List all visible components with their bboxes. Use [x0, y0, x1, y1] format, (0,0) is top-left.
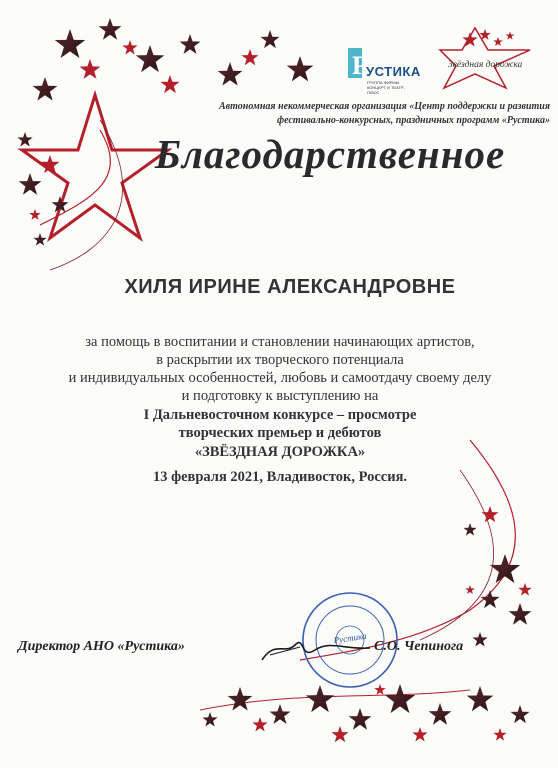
recipient-name: ХИЛЯ ИРИНЕ АЛЕКСАНДРОВНЕ — [124, 276, 456, 298]
director-position: Директор АНО «Рустика» — [18, 639, 185, 654]
certificate-title: Благодарственное — [154, 131, 506, 177]
body-line-7: «ЗВЁЗДНАЯ ДОРОЖКА» — [194, 444, 366, 460]
organization-header — [170, 100, 550, 128]
body-line-4: и подготовку к выступлению на — [181, 388, 379, 404]
logo-subtitle: ГРУППА ФИРМЫ КОНЦЕРТ И ТЕАТР-ПЛЮС — [367, 80, 405, 95]
org-line-2: фестивально-конкурсных, праздничных программ «Рустика» — [276, 115, 550, 126]
brand-badge: Звёздная дорожка — [448, 60, 523, 70]
body-line-8: 13 февраля 2021, Владивосток, Россия. — [152, 469, 408, 485]
body-line-2: в раскрытии их творческого потенциала — [156, 352, 404, 368]
svg-text:Р: Р — [352, 51, 368, 80]
body-line-3: и индивидуальных особенностей, любовь и самоотдачу своему делу — [68, 370, 492, 386]
logo-name: УСТИКА — [366, 64, 421, 79]
seal-center-text: Рустика — [332, 630, 368, 646]
director-name: С.О. Чепинога — [374, 639, 464, 654]
body-line-1: за помощь в воспитании и становлении начинающих артистов, — [85, 334, 475, 350]
body-line-5: I Дальневосточном конкурсе – просмотре — [143, 407, 417, 423]
body-line-6: творческих премьер и дебютов — [178, 425, 382, 441]
org-line-1: Автономная некоммерческая организация «Центр поддержки и развития — [219, 101, 550, 112]
